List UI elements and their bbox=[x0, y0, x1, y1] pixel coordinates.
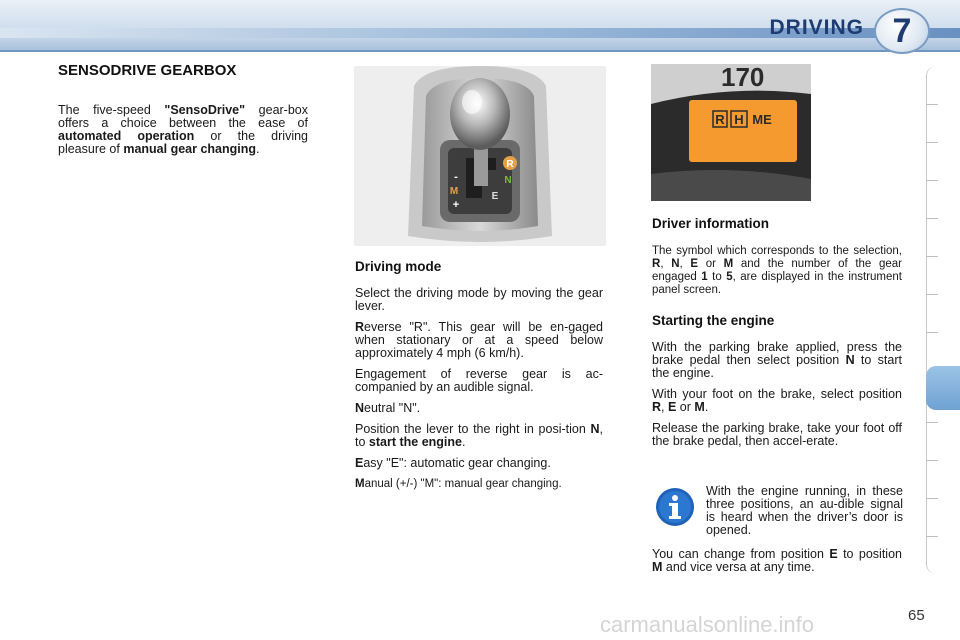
chapter-tab-divider bbox=[926, 460, 938, 461]
gear-lever-photo bbox=[354, 66, 606, 246]
chapter-number: 7 bbox=[892, 11, 912, 50]
chapter-title: DRIVING bbox=[769, 16, 864, 39]
display-me: ME bbox=[752, 112, 772, 127]
svg-text:R: R bbox=[506, 159, 514, 170]
display-r: R bbox=[715, 112, 725, 127]
display-h: H bbox=[734, 112, 744, 127]
chapter-tab-divider bbox=[926, 218, 938, 219]
svg-text:+: + bbox=[452, 199, 460, 211]
chapter-tab-divider bbox=[926, 142, 938, 143]
driving-mode-text bbox=[355, 287, 603, 499]
svg-text:E: E bbox=[491, 191, 499, 202]
chapter-tab-divider bbox=[926, 256, 938, 257]
chapter-tab-divider bbox=[926, 536, 938, 537]
driver-info-title: Driver information bbox=[652, 216, 770, 231]
chapter-tab-divider bbox=[926, 294, 938, 295]
chapter-tab-divider bbox=[926, 180, 938, 181]
chapter-tab-divider bbox=[926, 332, 938, 333]
closing-note: You can change from position E to position M and vice versa at any time. bbox=[652, 547, 902, 574]
watermark: carmanualsonline.info bbox=[600, 612, 815, 637]
starting-engine-title: Starting the engine bbox=[652, 313, 775, 328]
chapter-tab-divider bbox=[926, 422, 938, 423]
driver-info-text: The symbol which corresponds to the selection, R, N, E or M and the number of the gear engaged 1 to 5, are displayed in the instrument panel screen. bbox=[652, 245, 903, 296]
intro-paragraph: The five-speed "SensoDrive" gear-box offers a choice between the ease of automated operation or the driving pleasure of manual gear changing. bbox=[58, 103, 308, 156]
reverse-signal-note: Engagement of reverse gear is ac-companied by an audible signal. bbox=[355, 367, 603, 394]
sensodrive-name: "SensoDrive" bbox=[164, 103, 246, 117]
driving-mode-intro: Select the driving mode by moving the gear lever. bbox=[355, 286, 603, 313]
start-position-note: Position the lever to the right in posi-tion N, to start the engine. bbox=[355, 422, 603, 449]
chapter-tab-divider bbox=[926, 104, 938, 105]
speed-digits: 170 bbox=[721, 64, 765, 92]
easy-description: Easy "E": automatic gear changing. bbox=[355, 456, 551, 470]
chapter-tab-divider bbox=[926, 498, 938, 499]
svg-text:-: - bbox=[454, 171, 458, 183]
page-number: 65 bbox=[908, 607, 925, 624]
svg-text:M: M bbox=[449, 186, 459, 197]
instrument-panel-photo bbox=[651, 64, 811, 201]
section-title: SENSODRIVE GEARBOX bbox=[58, 62, 237, 79]
info-icon bbox=[655, 487, 695, 532]
reverse-description: Reverse "R". This gear will be en-gaged when stationary or at a speed below approximately 4 mph (6 km/h). bbox=[355, 320, 603, 360]
manual-description: Manual (+/-) "M": manual gear changing. bbox=[355, 478, 562, 490]
starting-engine-text: With the parking brake applied, press the brake pedal then select position N to start the engine. With your foot on the brake, select position R, E or M. Release the parking brake, take your foot off the brake pedal, then accel-erate. bbox=[652, 340, 902, 448]
info-box-text: With the engine running, in these three positions, an au-dible signal is heard when the driver’s door is opened. bbox=[706, 484, 903, 537]
chapter-tab-active[interactable] bbox=[926, 366, 960, 410]
chapter-number-badge bbox=[874, 8, 930, 54]
driving-mode-title: Driving mode bbox=[355, 259, 442, 274]
neutral-description: Neutral "N". bbox=[355, 401, 421, 415]
svg-text:N: N bbox=[504, 175, 512, 186]
